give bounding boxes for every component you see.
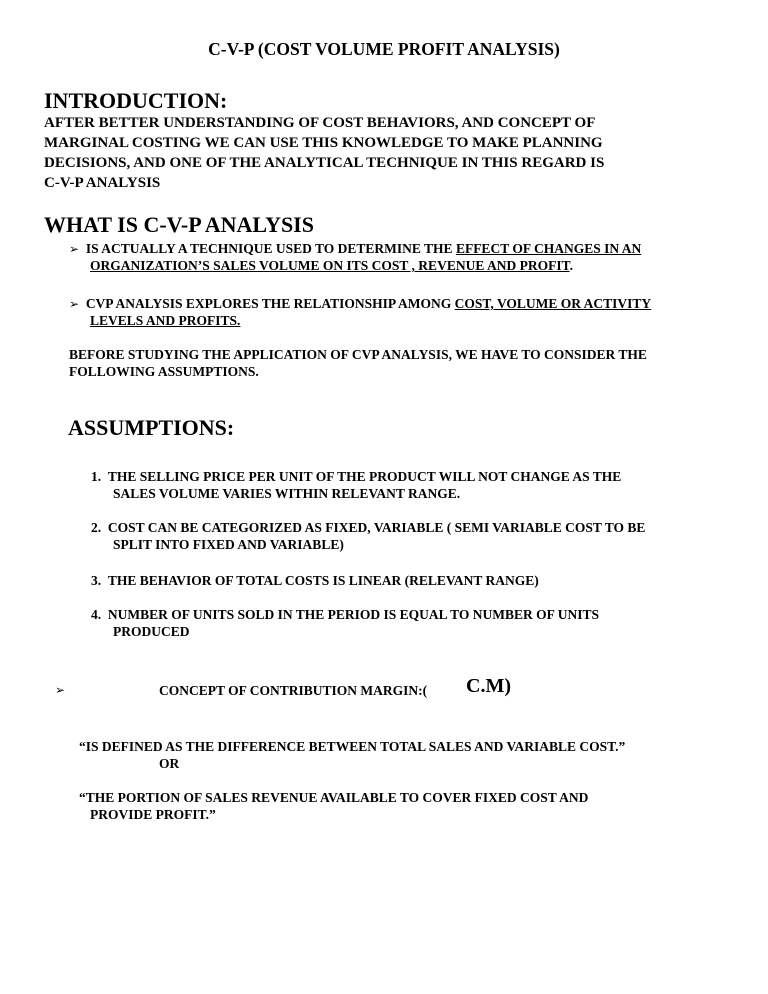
definition-1: “IS DEFINED AS THE DIFFERENCE BETWEEN TOTAL SALES AND VARIABLE COST.” (79, 739, 626, 754)
arrow-bullet-icon: ➢ (69, 297, 80, 311)
assumption-intro-line: BEFORE STUDYING THE APPLICATION OF CVP ANALYSIS, WE HAVE TO CONSIDER THE (69, 347, 647, 362)
intro-line: DECISIONS, AND ONE OF THE ANALYTICAL TECHNIQUE IN THIS REGARD IS (44, 155, 605, 171)
introduction-heading: INTRODUCTION: (44, 88, 228, 113)
bullet-1-line-1: ➢ IS ACTUALLY A TECHNIQUE USED TO DETERMINE THE EFFECT OF CHANGES IN AN (69, 241, 642, 256)
bullet-2-line-2: LEVELS AND PROFITS. (90, 313, 241, 328)
assumptions-heading: ASSUMPTIONS: (68, 415, 235, 440)
assumption-4: 4. NUMBER OF UNITS SOLD IN THE PERIOD IS EQUAL TO NUMBER OF UNITS (91, 607, 599, 622)
assumption-2-cont: SPLIT INTO FIXED AND VARIABLE) (113, 537, 344, 552)
assumption-2: 2. COST CAN BE CATEGORIZED AS FIXED, VARIABLE ( SEMI VARIABLE COST TO BE (91, 520, 646, 535)
assumption-1-cont: SALES VOLUME VARIES WITHIN RELEVANT RANGE. (113, 486, 461, 501)
contribution-margin-label: CONCEPT OF CONTRIBUTION MARGIN:( (159, 683, 428, 698)
assumption-intro-line: FOLLOWING ASSUMPTIONS. (69, 364, 259, 379)
introduction-paragraph (44, 113, 744, 193)
what-is-heading: WHAT IS C-V-P ANALYSIS (44, 212, 314, 237)
assumption-3: 3. THE BEHAVIOR OF TOTAL COSTS IS LINEAR (RELEVANT RANGE) (91, 573, 539, 588)
bullet-1-line-2: ORGANIZATION’S SALES VOLUME ON ITS COST , REVENUE AND PROFIT. (90, 258, 573, 273)
arrow-bullet-icon: ➢ (55, 683, 66, 697)
or-separator: OR (159, 756, 180, 771)
intro-line: MARGINAL COSTING WE CAN USE THIS KNOWLEDGE TO MAKE PLANNING (44, 135, 603, 151)
definition-2: “THE PORTION OF SALES REVENUE AVAILABLE TO COVER FIXED COST AND (79, 790, 589, 805)
assumption-1: 1. THE SELLING PRICE PER UNIT OF THE PRODUCT WILL NOT CHANGE AS THE (91, 469, 622, 484)
definition-2-cont: PROVIDE PROFIT.” (90, 807, 216, 822)
assumption-4-cont: PRODUCED (113, 624, 190, 639)
contribution-margin-abbr: C.M) (466, 675, 511, 697)
page-title: C-V-P (COST VOLUME PROFIT ANALYSIS) (208, 39, 560, 59)
intro-line: C-V-P ANALYSIS (44, 175, 161, 191)
arrow-bullet-icon: ➢ (69, 242, 80, 256)
intro-line: AFTER BETTER UNDERSTANDING OF COST BEHAVIORS, AND CONCEPT OF (44, 115, 596, 131)
bullet-2-line-1: ➢ CVP ANALYSIS EXPLORES THE RELATIONSHIP AMONG COST, VOLUME OR ACTIVITY (69, 296, 652, 311)
